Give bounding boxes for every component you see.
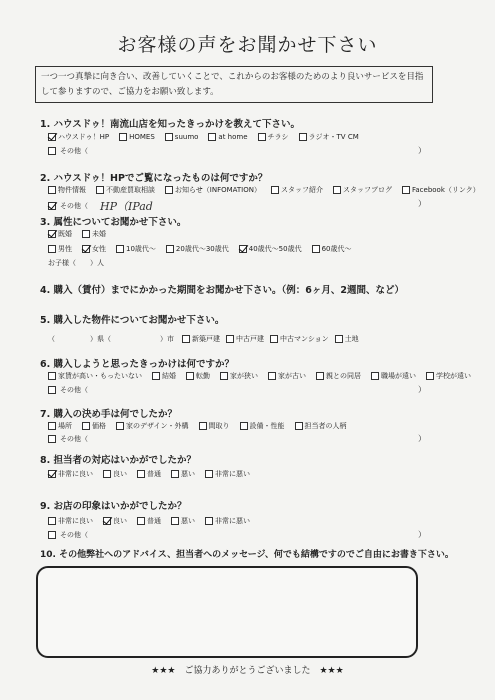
footer-thanks: ★★★ ご協力ありがとうございました ★★★ (151, 666, 344, 676)
q8-options (48, 469, 256, 479)
option-label: 女性 (92, 245, 106, 253)
q1-options-option[interactable] (208, 133, 247, 141)
q6-options (48, 371, 477, 381)
question-6: 6. 購入しようと思ったきっかけは何ですか？ (40, 359, 235, 370)
option-label: 新築戸建 (192, 335, 220, 343)
option-label: 家が狭い (230, 372, 258, 380)
option-label: 非常に良い (58, 470, 93, 478)
option-label: 良い (113, 517, 127, 525)
question-5: 5. 購入した物件についてお聞かせ下さい。 (40, 315, 225, 326)
checkbox[interactable] (268, 372, 276, 380)
q6-options-option[interactable] (426, 371, 471, 381)
checkbox[interactable] (333, 186, 341, 194)
q1-options-option[interactable] (299, 132, 359, 142)
q5-options-option[interactable] (335, 334, 359, 344)
q9-options-option[interactable] (137, 516, 161, 526)
q7-options-option[interactable] (240, 421, 285, 431)
option-label: 家賃が高い・もったいない (58, 372, 142, 380)
checkbox[interactable] (116, 245, 124, 253)
q2-options-option[interactable] (96, 185, 155, 195)
q1-other-row (48, 146, 88, 156)
q6-options-option[interactable] (268, 371, 306, 381)
question-7: 7. 購入の決め手は何でしたか？ (40, 409, 178, 420)
q8-options-option[interactable] (103, 469, 127, 479)
option-label: 10歳代〜 (126, 245, 156, 253)
q7-options-option[interactable] (116, 421, 189, 431)
q3-gender-age (48, 244, 358, 254)
q2-other-checkbox[interactable] (48, 202, 56, 210)
q3-gender-age-option[interactable] (116, 244, 156, 254)
option-label: 悪い (181, 517, 195, 525)
checkbox[interactable] (48, 470, 56, 478)
option-label: 中古戸建 (236, 335, 264, 343)
checkbox[interactable] (182, 335, 190, 343)
q9-other-label: その他（ (60, 531, 88, 539)
q7-options-option[interactable] (82, 421, 106, 431)
checkbox[interactable] (171, 517, 179, 525)
question-8: 8. 担当者の対応はいかがでしたか？ (40, 455, 197, 466)
q1-options-option[interactable] (119, 133, 155, 141)
option-label: at home (218, 133, 248, 141)
question-10: 10. その他弊社へのアドバイス、担当者へのメッセージ、何でも結構ですのでご自由にお書き下さい。 (40, 550, 454, 560)
checkbox[interactable] (166, 245, 174, 253)
option-label: 学校が遠い (436, 372, 471, 380)
option-label: 40歳代〜50歳代 (248, 245, 302, 253)
option-label: チラシ (267, 133, 289, 141)
option-label: 親との同居 (326, 372, 361, 380)
free-comment-box[interactable] (36, 566, 418, 658)
checkbox[interactable] (137, 470, 145, 478)
option-label: 家が古い (278, 372, 306, 380)
checkbox[interactable] (82, 422, 90, 430)
q7-options-option[interactable] (48, 421, 72, 431)
q3-gender-age-option[interactable] (82, 244, 106, 254)
question-3: 3. 属性についてお聞かせ下さい。 (40, 217, 187, 228)
q6-options-option[interactable] (316, 371, 361, 381)
q7-options-option[interactable] (295, 421, 347, 431)
q6-options-option[interactable] (371, 371, 416, 381)
q7-options (48, 421, 353, 431)
option-label: 職場が遠い (381, 372, 416, 380)
checkbox[interactable] (220, 372, 228, 380)
question-4: 4. 購入（賃付）までにかかった期間をお聞かせ下さい。（例：6ヶ月、2週間、など） (40, 285, 404, 296)
q8-options-option[interactable] (205, 469, 250, 479)
checkbox[interactable] (48, 186, 56, 194)
q7-other-row (48, 434, 88, 444)
q9-options-option[interactable] (103, 516, 127, 526)
option-label: 良い (113, 470, 127, 478)
q6-options-option[interactable] (186, 371, 210, 381)
option-label: 非常に良い (58, 517, 93, 525)
q7-other-label: その他（ (60, 435, 88, 443)
option-label: 悪い (181, 470, 195, 478)
intro-box: 一つ一つ真摯に向き合い、改善していくことで、これからのお客様のためのより良いサービスを目指して参りますので、ご協力をお願い致します。 (35, 66, 433, 103)
checkbox[interactable] (103, 470, 111, 478)
page-title: お客様の声をお聞かせ下さい (117, 34, 378, 56)
option-label: 既婚 (58, 230, 72, 238)
option-label: 普通 (147, 470, 161, 478)
option-label: HOMES (129, 133, 155, 141)
q6-other-label: その他（ (60, 386, 88, 394)
option-label: お知らせ（INFOMATION） (175, 186, 261, 194)
option-label: suumo (174, 133, 199, 141)
option-label: 設備・性能 (249, 422, 285, 430)
option-label: ハウスドゥ！HP (58, 133, 110, 141)
q1-options (48, 132, 365, 142)
option-label: 男性 (58, 245, 72, 253)
q6-options-option[interactable] (220, 371, 258, 381)
q9-options-option[interactable] (171, 516, 195, 526)
option-label: Facebook（リンク） (412, 186, 480, 194)
q1-options-option[interactable] (165, 133, 199, 141)
q2-options (48, 185, 486, 195)
checkbox[interactable] (258, 133, 266, 141)
checkbox[interactable] (271, 186, 279, 194)
checkbox[interactable] (270, 335, 278, 343)
q7-other-checkbox[interactable] (48, 435, 56, 443)
q5-options-option[interactable] (182, 334, 220, 344)
q8-options-option[interactable] (48, 469, 93, 479)
q3-marital (48, 229, 112, 239)
q6-other-checkbox[interactable] (48, 386, 56, 394)
q2-options-option[interactable] (333, 185, 392, 195)
checkbox[interactable] (165, 186, 173, 194)
checkbox[interactable] (137, 517, 145, 525)
option-label: 家のデザイン・外構 (126, 422, 189, 430)
q1-other-label: その他（ (60, 147, 88, 155)
question-9: 9. お店の印象はいかがでしたか？ (40, 501, 187, 512)
checkbox[interactable] (205, 470, 213, 478)
q6-other-row (48, 385, 88, 395)
checkbox[interactable] (48, 230, 56, 238)
q9-options-option[interactable] (48, 516, 93, 526)
question-2: 2. ハウスドゥ！HPでご覧になったものは何ですか？ (40, 173, 268, 184)
checkbox[interactable] (103, 517, 111, 525)
q8-options-option[interactable] (137, 469, 161, 479)
checkbox[interactable] (48, 517, 56, 525)
checkbox[interactable] (48, 422, 56, 430)
checkbox[interactable] (208, 133, 216, 141)
q3-children: お子様（ ）人 (48, 259, 104, 267)
q2-other-row (48, 198, 153, 214)
q2-other-label: その他（ (60, 202, 88, 210)
q3-marital-option[interactable] (48, 229, 72, 239)
q1-other-close: ） (418, 146, 426, 155)
q2-other-handwritten: HP（IPad (100, 200, 153, 213)
checkbox[interactable] (171, 470, 179, 478)
option-label: 転勤 (196, 372, 210, 380)
q5-location: （ ）県（ ）市 (48, 335, 174, 343)
checkbox[interactable] (116, 422, 124, 430)
q9-other-row (48, 530, 88, 540)
q3-gender-age-option[interactable] (239, 244, 302, 254)
q5-options-option[interactable] (270, 334, 329, 344)
checkbox[interactable] (119, 133, 127, 141)
checkbox[interactable] (152, 372, 160, 380)
checkbox[interactable] (299, 133, 307, 141)
q3-marital-option[interactable] (82, 229, 106, 239)
q5-row (48, 334, 365, 344)
checkbox[interactable] (82, 245, 90, 253)
q8-options-option[interactable] (171, 469, 195, 479)
q7-other-close: ） (418, 434, 426, 443)
q3-gender-age-option[interactable] (48, 244, 72, 254)
q9-other-close: ） (418, 530, 426, 539)
q6-options-option[interactable] (48, 371, 142, 381)
option-label: 不動産買取相談 (106, 186, 155, 194)
option-label: スタッフ紹介 (281, 186, 323, 194)
q2-options-option[interactable] (402, 185, 480, 195)
checkbox[interactable] (205, 517, 213, 525)
option-label: 価格 (92, 422, 106, 430)
q2-options-option[interactable] (48, 185, 86, 195)
checkbox[interactable] (226, 335, 234, 343)
option-label: 未婚 (92, 230, 106, 238)
checkbox[interactable] (312, 245, 320, 253)
q1-other-checkbox[interactable] (48, 147, 56, 155)
option-label: 普通 (147, 517, 161, 525)
checkbox[interactable] (239, 245, 247, 253)
checkbox[interactable] (426, 372, 434, 380)
q5-options-option[interactable] (226, 334, 264, 344)
checkbox[interactable] (335, 335, 343, 343)
q9-options (48, 516, 256, 526)
checkbox[interactable] (48, 372, 56, 380)
checkbox[interactable] (48, 133, 56, 141)
option-label: 結婚 (162, 372, 176, 380)
option-label: 場所 (58, 422, 72, 430)
option-label: 間取り (208, 422, 230, 430)
question-1: 1. ハウスドゥ！南流山店を知ったきっかけを教えて下さい。 (40, 119, 301, 130)
option-label: 非常に悪い (215, 470, 250, 478)
option-label: 担当者の人柄 (304, 422, 347, 430)
q2-options-option[interactable] (165, 185, 261, 195)
option-label: 土地 (344, 335, 359, 343)
option-label: 中古マンション (280, 335, 329, 343)
checkbox[interactable] (48, 245, 56, 253)
checkbox[interactable] (316, 372, 324, 380)
checkbox[interactable] (96, 186, 104, 194)
q6-options-option[interactable] (152, 371, 176, 381)
checkbox[interactable] (186, 372, 194, 380)
checkbox[interactable] (371, 372, 379, 380)
q2-options-option[interactable] (271, 185, 323, 195)
checkbox[interactable] (402, 186, 410, 194)
checkbox[interactable] (240, 422, 248, 430)
q3-gender-age-option[interactable] (312, 244, 352, 254)
checkbox[interactable] (295, 422, 303, 430)
checkbox[interactable] (199, 422, 207, 430)
option-label: 20歳代〜30歳代 (175, 245, 229, 253)
checkbox[interactable] (165, 133, 173, 141)
q9-options-option[interactable] (205, 516, 250, 526)
q9-other-checkbox[interactable] (48, 531, 56, 539)
option-label: スタッフブログ (343, 186, 392, 194)
option-label: 物件情報 (58, 186, 86, 194)
checkbox[interactable] (82, 230, 90, 238)
q2-other-close: ） (418, 199, 426, 208)
option-label: 60歳代〜 (321, 245, 352, 253)
option-label: 非常に悪い (215, 517, 250, 525)
q5-options (182, 334, 365, 344)
q3-gender-age-option[interactable] (166, 244, 229, 254)
q6-other-close: ） (418, 385, 426, 394)
q7-options-option[interactable] (199, 421, 230, 431)
q1-options-option[interactable] (48, 132, 109, 142)
q1-options-option[interactable] (258, 132, 289, 142)
option-label: ラジオ・TV CM (308, 133, 359, 141)
